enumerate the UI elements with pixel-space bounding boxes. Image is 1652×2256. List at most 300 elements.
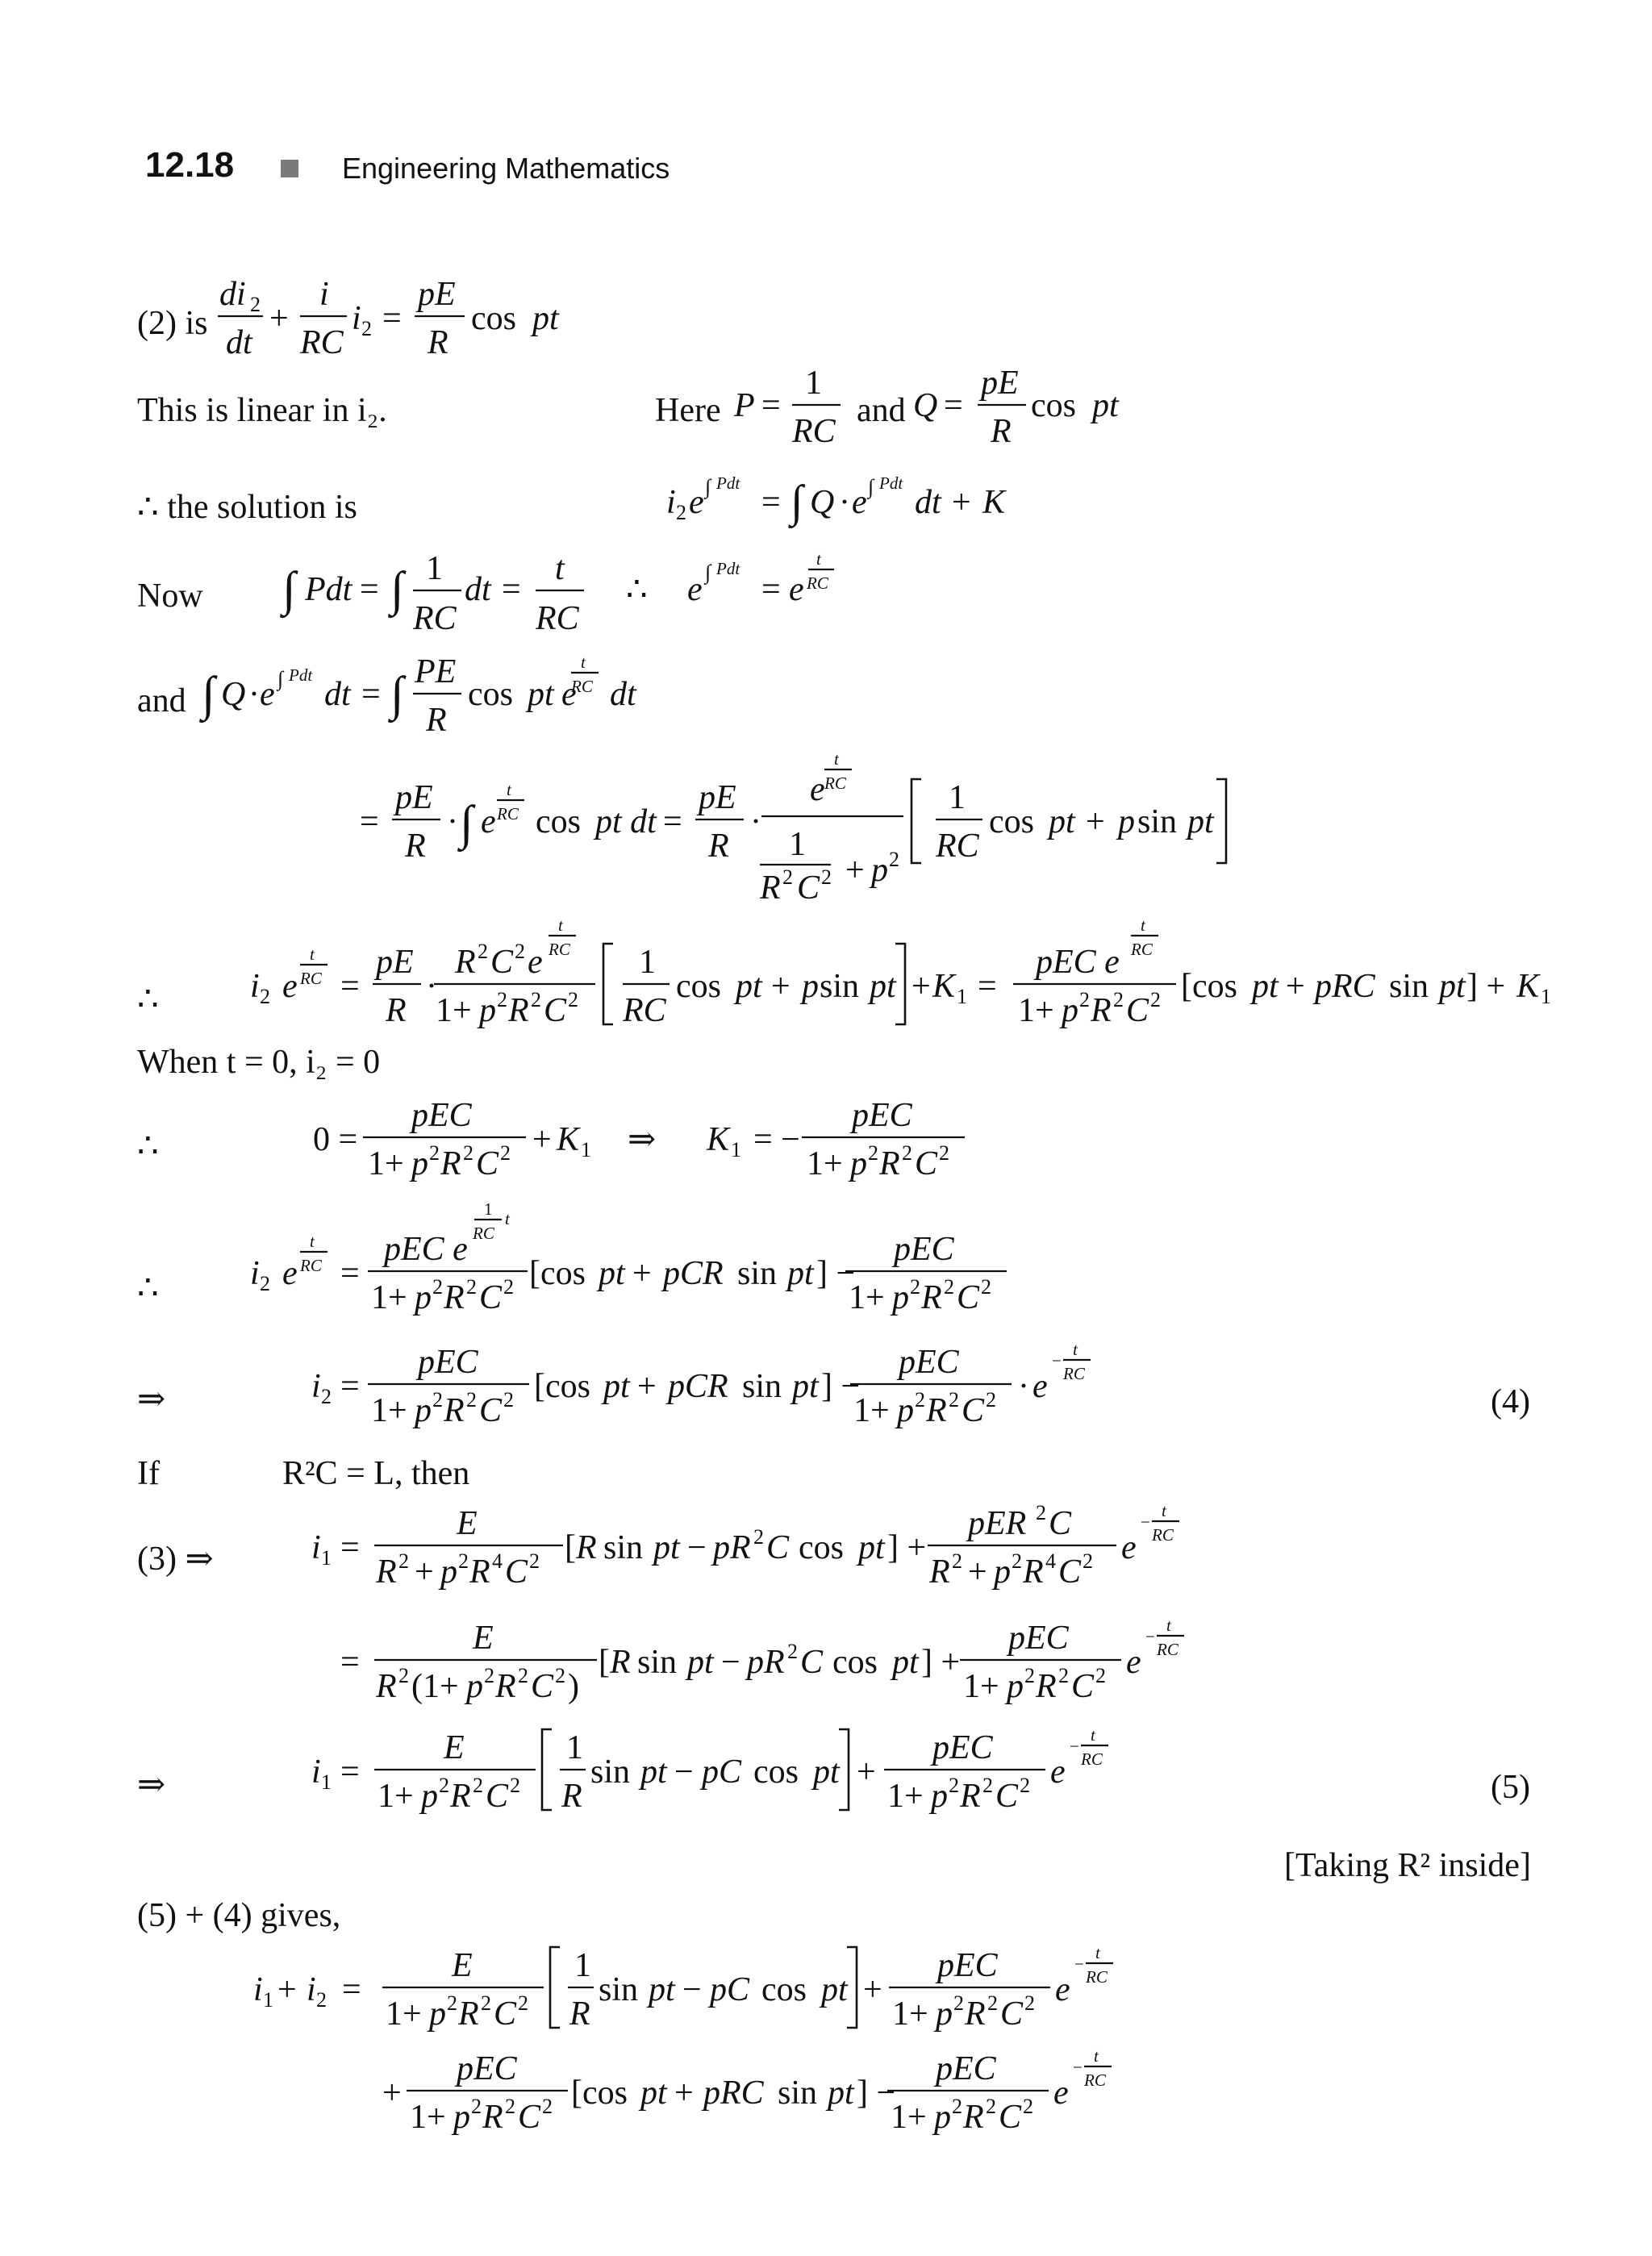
svg-text:e: e — [481, 803, 496, 840]
svg-text:+: + — [269, 300, 289, 337]
svg-text:C: C — [476, 1145, 499, 1182]
if-condition: R²C = L, then — [282, 1455, 470, 1492]
svg-text:=: = — [663, 803, 682, 840]
svg-text:−: − — [1141, 1512, 1150, 1532]
svg-text:−: − — [1074, 1954, 1084, 1974]
svg-text:2: 2 — [260, 1272, 270, 1295]
svg-text:2: 2 — [986, 1388, 996, 1412]
svg-text:2: 2 — [1113, 988, 1124, 1011]
svg-text:C: C — [962, 1392, 985, 1429]
svg-text:C: C — [800, 1644, 824, 1681]
svg-text:=: = — [360, 571, 379, 608]
svg-text:+: + — [968, 1553, 987, 1591]
svg-text:1: 1 — [957, 985, 967, 1008]
svg-text:[cos: [cos — [529, 1255, 586, 1292]
svg-text:+: + — [674, 2075, 694, 2112]
svg-text:2: 2 — [986, 2095, 996, 2118]
svg-text:2: 2 — [503, 1275, 514, 1299]
svg-text:2: 2 — [949, 1388, 959, 1412]
svg-text:RC: RC — [1152, 1525, 1174, 1545]
svg-text:R: R — [458, 1995, 479, 2033]
svg-text:C: C — [766, 1529, 790, 1566]
svg-text:2: 2 — [953, 1991, 964, 2015]
svg-text:t: t — [1094, 2046, 1099, 2066]
svg-text:t: t — [310, 945, 315, 964]
svg-text:Pdt: Pdt — [879, 473, 903, 493]
svg-text:2: 2 — [316, 1988, 327, 2012]
svg-text:t: t — [555, 550, 565, 587]
svg-text:Pdt: Pdt — [289, 665, 313, 685]
svg-text:pEC: pEC — [1008, 1620, 1069, 1657]
svg-text:Pdt: Pdt — [716, 473, 740, 493]
svg-text:p: p — [802, 968, 819, 1005]
svg-text:−: − — [682, 1971, 702, 2008]
svg-text:−: − — [687, 1529, 707, 1566]
svg-text:p: p — [1062, 992, 1078, 1029]
therefore-symbol: ∴ — [137, 1270, 159, 1307]
svg-text:R: R — [991, 413, 1012, 450]
svg-text:P: P — [734, 387, 755, 424]
svg-text:1: 1 — [566, 1729, 583, 1766]
svg-text:=: = — [761, 484, 781, 521]
svg-text:Q: Q — [913, 387, 938, 424]
svg-text:=: = — [340, 1368, 360, 1405]
svg-text:i: i — [250, 968, 260, 1005]
svg-text:RC: RC — [792, 413, 836, 450]
svg-text:=: = — [944, 387, 963, 424]
svg-text:p: p — [440, 1553, 457, 1591]
book-title: Engineering Mathematics — [342, 152, 670, 185]
svg-text:+: + — [912, 968, 931, 1005]
svg-text:pt: pt — [528, 676, 554, 713]
svg-text:2: 2 — [321, 1385, 332, 1408]
initial-condition: When t = 0, i₂ = 0 — [137, 1044, 381, 1081]
svg-text:pE: pE — [981, 365, 1019, 402]
svg-text:+: + — [415, 1553, 434, 1591]
svg-text:RC: RC — [549, 940, 570, 959]
svg-text:K: K — [557, 1121, 580, 1158]
svg-text:dt: dt — [226, 324, 252, 361]
svg-text:e: e — [1055, 1971, 1070, 2008]
svg-text:cos: cos — [799, 1529, 844, 1566]
svg-text:R: R — [879, 1145, 900, 1182]
svg-text:1+: 1+ — [371, 1392, 407, 1429]
svg-text:2: 2 — [458, 1549, 469, 1573]
svg-text:dt: dt — [610, 676, 636, 713]
svg-text:e: e — [852, 484, 867, 521]
svg-text:1: 1 — [789, 826, 806, 863]
svg-text:pEC e: pEC e — [384, 1231, 468, 1268]
svg-text:sin: sin — [1137, 803, 1178, 840]
svg-text:RC: RC — [536, 600, 579, 637]
svg-text:C: C — [490, 944, 514, 981]
svg-text:cos: cos — [676, 968, 721, 1005]
svg-text:2: 2 — [868, 1141, 878, 1165]
svg-text:] +: ] + — [1466, 968, 1506, 1005]
svg-text:1+: 1+ — [386, 1995, 422, 2033]
svg-text:[: [ — [599, 1644, 610, 1681]
svg-text:=: = — [978, 968, 997, 1005]
svg-text:R: R — [440, 1145, 461, 1182]
svg-text:2: 2 — [902, 1141, 912, 1165]
svg-text:=: = — [360, 803, 379, 840]
svg-text:pt: pt — [653, 1529, 680, 1566]
svg-text:−: − — [1073, 2058, 1083, 2077]
svg-text:[: [ — [565, 1529, 576, 1566]
svg-text:−: − — [1070, 1737, 1079, 1756]
svg-text:e: e — [1121, 1529, 1137, 1566]
equation-3-rewritten — [311, 1501, 1179, 1591]
svg-text:2: 2 — [500, 1141, 511, 1165]
svg-text:1: 1 — [949, 779, 966, 816]
svg-text:·: · — [248, 676, 260, 713]
svg-text:p: p — [421, 1778, 438, 1815]
svg-text:t: t — [1141, 915, 1145, 935]
svg-text:+: + — [277, 1971, 297, 2008]
svg-text:dt: dt — [324, 676, 351, 713]
svg-text:R: R — [376, 1553, 397, 1591]
svg-text:i: i — [250, 1255, 260, 1292]
svg-text:pRC: pRC — [703, 2075, 764, 2112]
svg-text:sin: sin — [737, 1255, 778, 1292]
svg-text:1: 1 — [321, 1770, 332, 1794]
integral-p — [280, 549, 834, 637]
svg-text:2: 2 — [484, 1664, 494, 1687]
svg-text:·: · — [447, 803, 458, 840]
svg-text:RC: RC — [1131, 940, 1153, 959]
svg-text:RC: RC — [300, 969, 322, 988]
svg-text:RC: RC — [571, 677, 593, 696]
svg-text:1: 1 — [574, 1947, 591, 1984]
svg-text:C: C — [1071, 1668, 1095, 1705]
svg-text:1+: 1+ — [410, 2099, 446, 2136]
svg-text:sin: sin — [820, 968, 860, 1005]
svg-text:1+: 1+ — [807, 1145, 843, 1182]
svg-text:pt: pt — [1252, 968, 1279, 1005]
svg-text:e: e — [260, 676, 275, 713]
svg-text:pE: pE — [395, 779, 433, 816]
svg-text:R: R — [963, 2099, 984, 2136]
svg-text:pEC: pEC — [937, 1947, 998, 1984]
svg-text:p: p — [415, 1392, 432, 1429]
equation-2 — [218, 276, 560, 361]
svg-text:pt: pt — [687, 1644, 714, 1681]
svg-text:2: 2 — [952, 1549, 962, 1573]
and-label: and — [857, 392, 906, 429]
svg-text:K: K — [982, 484, 1006, 521]
svg-text:pt: pt — [1439, 968, 1466, 1005]
svg-text:+: + — [857, 1754, 876, 1791]
svg-text:2: 2 — [510, 1774, 520, 1797]
svg-text:1: 1 — [731, 1138, 741, 1161]
eq2-label: (2) is — [137, 305, 208, 342]
eq3-label: (3) ⇒ — [137, 1541, 214, 1578]
equation-number-4: (4) — [1491, 1383, 1530, 1420]
svg-text:C: C — [1058, 1553, 1082, 1591]
svg-text:C: C — [544, 992, 567, 1029]
svg-text:=: = — [502, 571, 521, 608]
svg-text:·: · — [1018, 1368, 1029, 1405]
svg-text:p: p — [936, 1995, 953, 2033]
svg-text:2: 2 — [1079, 988, 1090, 1011]
svg-text:C: C — [494, 1995, 517, 2033]
svg-text:2: 2 — [481, 1991, 491, 2015]
svg-text:R: R — [929, 1553, 950, 1591]
svg-text:pEC: pEC — [852, 1097, 912, 1134]
svg-text:R: R — [708, 828, 729, 865]
svg-text:=: = — [340, 1529, 360, 1566]
svg-text:2: 2 — [542, 2095, 553, 2118]
svg-text:R: R — [444, 1392, 465, 1429]
solution-form — [666, 473, 1007, 529]
svg-text:2: 2 — [447, 1991, 457, 2015]
svg-text:cos: cos — [468, 676, 513, 713]
svg-text:i: i — [666, 484, 676, 521]
svg-text:2: 2 — [1083, 1549, 1093, 1573]
svg-text:+: + — [845, 852, 865, 889]
therefore-symbol: ∴ — [137, 981, 159, 1018]
svg-text:R: R — [1023, 1553, 1044, 1591]
svg-text:pt: pt — [649, 1971, 675, 2008]
svg-text:∫: ∫ — [791, 477, 803, 527]
svg-text:i: i — [311, 1754, 321, 1791]
svg-text:pE: pE — [699, 779, 736, 816]
svg-text:1+: 1+ — [368, 1145, 404, 1182]
svg-text:Q: Q — [221, 676, 246, 713]
svg-text:RC: RC — [1157, 1640, 1179, 1659]
svg-text:pRC: pRC — [1315, 968, 1375, 1005]
svg-text:p: p — [453, 2099, 470, 2136]
svg-text:−: − — [1052, 1351, 1062, 1370]
svg-text:2: 2 — [753, 1525, 764, 1549]
svg-text:1+: 1+ — [887, 1778, 924, 1815]
svg-text:2: 2 — [515, 940, 525, 963]
svg-text:sin: sin — [599, 1971, 639, 2008]
svg-text:[cos: [cos — [1181, 968, 1237, 1005]
svg-text:+: + — [637, 1368, 657, 1405]
svg-text:] +: ] + — [887, 1529, 927, 1566]
here-label: Here — [655, 392, 721, 429]
svg-text:2: 2 — [555, 1664, 565, 1687]
svg-text:i: i — [311, 1368, 321, 1405]
svg-text:R: R — [495, 1668, 516, 1705]
svg-text:i: i — [319, 276, 329, 313]
svg-text:2: 2 — [1095, 1664, 1106, 1687]
svg-text:e: e — [810, 771, 825, 808]
svg-text:e: e — [687, 571, 703, 608]
svg-text:pEC: pEC — [899, 1344, 959, 1381]
svg-text:2: 2 — [944, 1275, 954, 1299]
svg-text:2: 2 — [466, 1388, 477, 1412]
svg-text:] −: ] − — [816, 1255, 856, 1292]
svg-text:∫: ∫ — [705, 561, 711, 584]
svg-text:t: t — [1095, 1943, 1100, 1962]
svg-text:E: E — [473, 1620, 494, 1657]
implies-symbol: ⇒ — [137, 1381, 166, 1418]
svg-text:=: = — [761, 571, 781, 608]
svg-text:2: 2 — [1150, 988, 1161, 1011]
svg-text:−: − — [721, 1644, 740, 1681]
svg-text:i: i — [307, 1971, 316, 2008]
solution-label: ∴ the solution is — [137, 489, 357, 526]
svg-text:pE: pE — [418, 276, 456, 313]
svg-text:C: C — [915, 1145, 938, 1182]
svg-text:R: R — [1091, 992, 1112, 1029]
svg-text:2: 2 — [439, 1774, 449, 1797]
svg-text:p: p — [411, 1145, 428, 1182]
svg-text:1+: 1+ — [849, 1279, 885, 1316]
constant-evaluation — [313, 1097, 965, 1182]
svg-text:E: E — [452, 1947, 473, 1984]
svg-text:·: · — [839, 484, 850, 521]
svg-text:1: 1 — [581, 1138, 591, 1161]
svg-text:p: p — [897, 1392, 914, 1429]
svg-text:cos: cos — [753, 1754, 799, 1791]
svg-text:C: C — [1000, 1995, 1024, 2033]
svg-text:t: t — [581, 653, 586, 672]
svg-text:pt dt: pt dt — [595, 803, 657, 840]
svg-text:dt: dt — [465, 571, 491, 608]
sum-line-1 — [253, 1943, 1113, 2033]
svg-text:e: e — [1126, 1644, 1141, 1681]
svg-text:2: 2 — [463, 1141, 473, 1165]
svg-text:t: t — [310, 1232, 315, 1251]
svg-text:=: = — [340, 1644, 360, 1681]
svg-text:2: 2 — [676, 501, 686, 524]
svg-text:2: 2 — [398, 1664, 409, 1687]
svg-text:p: p — [415, 1279, 432, 1316]
svg-text:2: 2 — [250, 293, 261, 316]
svg-text:dt: dt — [915, 484, 941, 521]
svg-text:RC: RC — [1081, 1749, 1103, 1769]
svg-text:pt: pt — [821, 1971, 848, 2008]
svg-text:cos: cos — [536, 803, 581, 840]
svg-text:cos: cos — [989, 803, 1034, 840]
svg-text:1: 1 — [263, 1988, 273, 2012]
svg-text:RC: RC — [413, 600, 457, 637]
svg-text:K: K — [932, 968, 956, 1005]
svg-text:2: 2 — [821, 865, 832, 889]
svg-text:2: 2 — [429, 1141, 440, 1165]
svg-text:R: R — [450, 1778, 471, 1815]
svg-text:pER: pER — [968, 1505, 1027, 1542]
svg-text:i: i — [352, 300, 361, 337]
svg-text:2: 2 — [471, 2095, 482, 2118]
svg-text:pEC e: pEC e — [1036, 944, 1120, 981]
svg-text:2: 2 — [531, 988, 541, 1011]
svg-text:E: E — [457, 1505, 478, 1542]
svg-text:] +: ] + — [921, 1644, 961, 1681]
svg-text:4: 4 — [492, 1549, 503, 1573]
svg-text:C: C — [797, 869, 820, 907]
svg-text:pEC: pEC — [936, 2050, 996, 2087]
and-integral-label: and — [137, 682, 186, 719]
svg-text:RC: RC — [300, 324, 344, 361]
svg-text:pt: pt — [892, 1644, 919, 1681]
svg-text:2: 2 — [1058, 1664, 1069, 1687]
svg-text:1: 1 — [1541, 985, 1551, 1008]
svg-text:pt: pt — [1187, 803, 1214, 840]
svg-text:pR: pR — [747, 1644, 785, 1681]
svg-text:−: − — [674, 1754, 694, 1791]
equation-number-5: (5) — [1491, 1769, 1530, 1806]
svg-text:p: p — [479, 992, 496, 1029]
svg-text:RC: RC — [936, 828, 979, 865]
svg-text:2: 2 — [939, 1141, 949, 1165]
svg-text:2: 2 — [910, 1275, 920, 1299]
svg-text:C: C — [518, 2099, 541, 2136]
svg-text:C: C — [479, 1279, 503, 1316]
svg-text:p: p — [1118, 803, 1135, 840]
svg-text:C: C — [1126, 992, 1149, 1029]
svg-text:=: = — [761, 387, 781, 424]
svg-text:R: R — [610, 1644, 631, 1681]
svg-text:e: e — [561, 676, 577, 713]
svg-text:RC: RC — [807, 573, 828, 593]
svg-text:2: 2 — [987, 1991, 998, 2015]
svg-text:R: R — [760, 869, 781, 907]
svg-text:pEC: pEC — [932, 1729, 993, 1766]
svg-text:∫: ∫ — [390, 562, 404, 615]
svg-text:·: · — [426, 968, 437, 1005]
svg-text:1+: 1+ — [853, 1392, 890, 1429]
svg-text:C: C — [486, 1778, 509, 1815]
svg-text:di: di — [219, 276, 246, 313]
svg-text:cos: cos — [832, 1644, 878, 1681]
svg-text:2: 2 — [1020, 1774, 1030, 1797]
svg-text:e: e — [1032, 1368, 1048, 1405]
svg-text:1+: 1+ — [436, 992, 472, 1029]
integral-evaluation — [360, 749, 1226, 907]
integral-q — [199, 653, 637, 739]
sum-line-2 — [382, 2046, 1112, 2136]
taking-note: [Taking R² inside] — [1284, 1847, 1531, 1884]
svg-text:= −: = − — [753, 1121, 800, 1158]
svg-text:∫: ∫ — [460, 796, 473, 849]
svg-text:1: 1 — [639, 944, 656, 981]
svg-text:2: 2 — [787, 1640, 798, 1663]
svg-text:pt: pt — [787, 1255, 814, 1292]
svg-text:=: = — [382, 300, 402, 337]
svg-text:pt: pt — [870, 968, 896, 1005]
svg-text:C: C — [999, 2099, 1022, 2136]
svg-text:2: 2 — [505, 2095, 515, 2118]
svg-text:1+: 1+ — [371, 1279, 407, 1316]
svg-text:·: · — [750, 803, 761, 840]
svg-text:2: 2 — [466, 1275, 477, 1299]
svg-text:t: t — [1166, 1616, 1171, 1635]
svg-text:=: = — [361, 676, 381, 713]
svg-text:2: 2 — [782, 865, 793, 889]
svg-text:K: K — [707, 1121, 730, 1158]
svg-text:R: R — [386, 992, 407, 1029]
svg-text:pt: pt — [792, 1368, 819, 1405]
svg-text:+: + — [632, 1255, 652, 1292]
svg-text:1: 1 — [321, 1546, 332, 1570]
solution-with-constant — [250, 915, 1551, 1029]
svg-text:R: R — [405, 828, 426, 865]
page-number: 12.18 — [145, 145, 235, 185]
svg-text:cos: cos — [1031, 387, 1076, 424]
svg-text:2: 2 — [529, 1549, 540, 1573]
svg-text:R: R — [569, 1995, 590, 2033]
therefore-symbol: ∴ — [137, 1128, 159, 1165]
svg-text:t: t — [834, 749, 839, 769]
svg-text:e: e — [789, 571, 804, 608]
svg-text:2: 2 — [518, 1991, 528, 2015]
svg-text:Pdt: Pdt — [716, 559, 740, 578]
svg-text:pt: pt — [640, 2075, 667, 2112]
